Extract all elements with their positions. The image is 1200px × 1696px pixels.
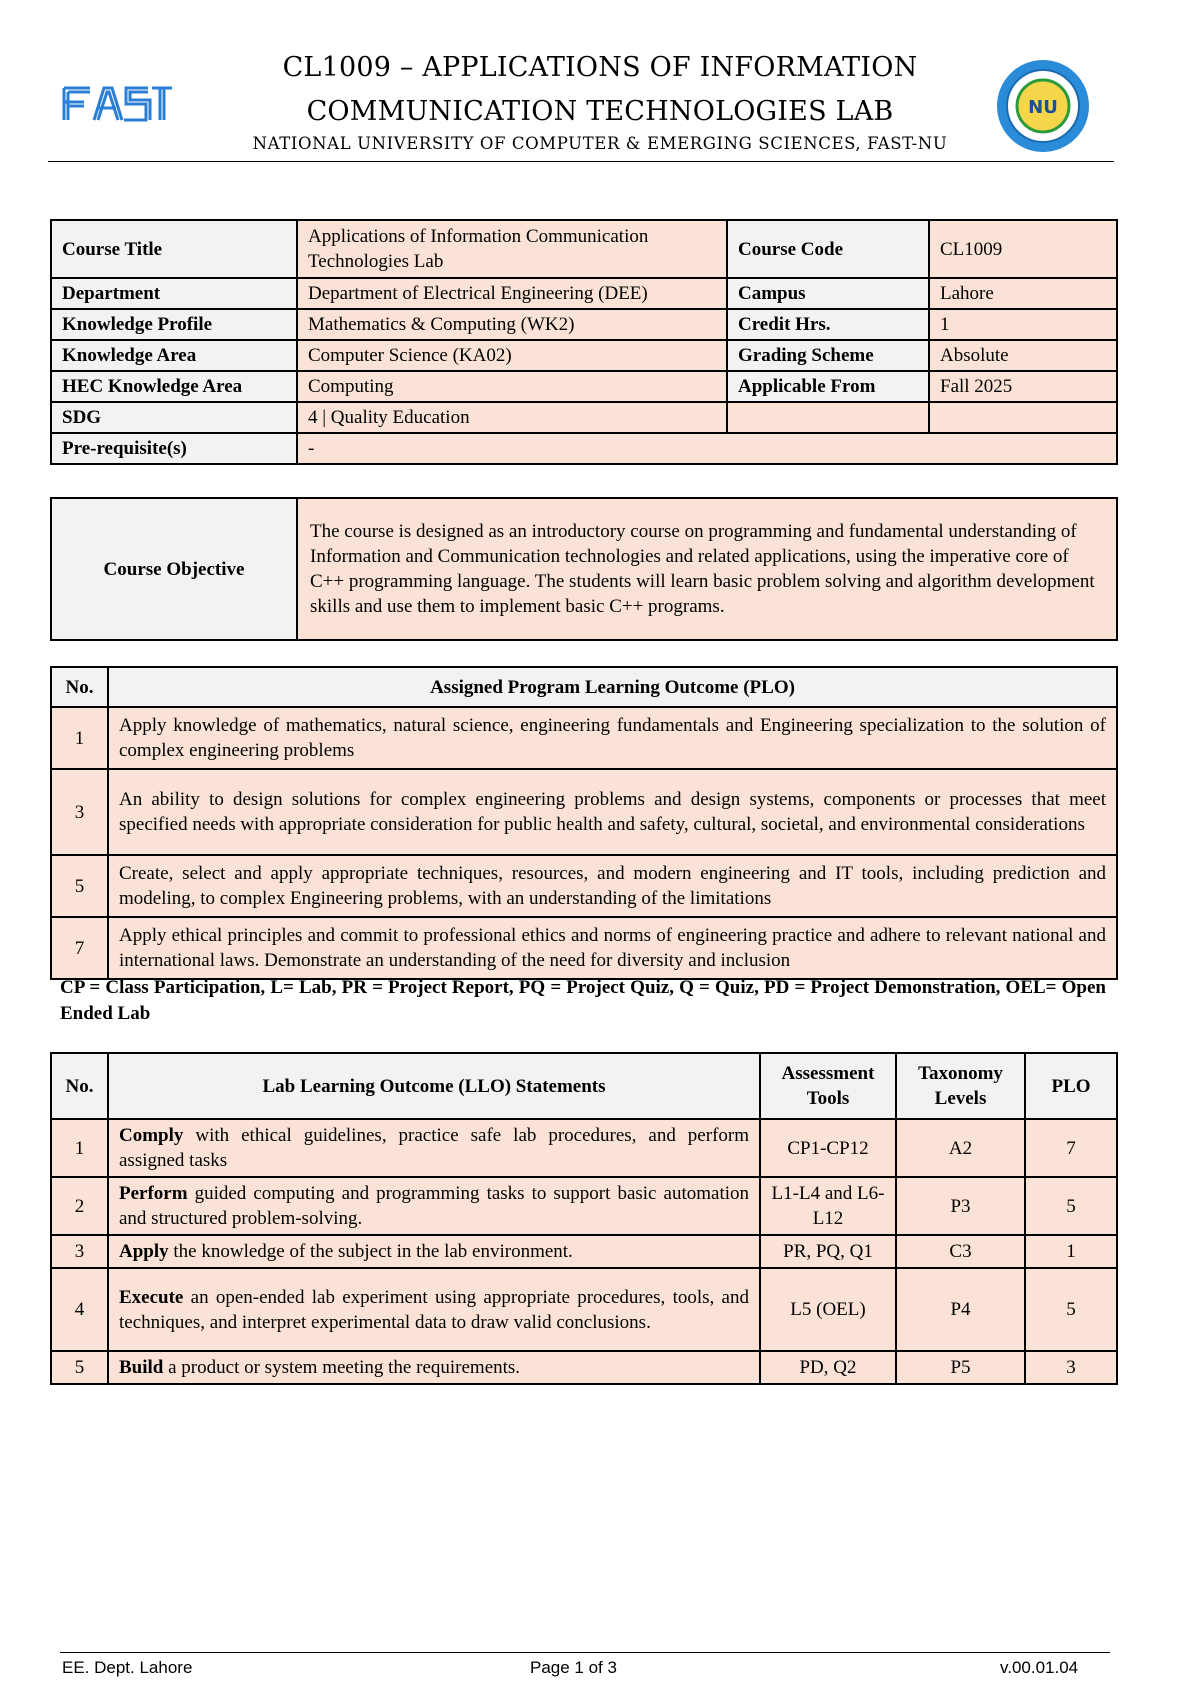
llo-col-tools: Assessment Tools (760, 1053, 896, 1119)
table-row (51, 1177, 1117, 1235)
university-seal-icon (995, 58, 1091, 154)
llo-number: 2 (51, 1177, 108, 1235)
course-objective-label: Course Objective (51, 498, 297, 640)
llo-statement (108, 1351, 760, 1384)
campus-value: Lahore (929, 278, 1117, 309)
llo-taxonomy: C3 (896, 1235, 1025, 1268)
empty-cell (929, 402, 1117, 433)
llo-statement (108, 1177, 760, 1235)
llo-col-taxonomy: Taxonomy Levels (896, 1053, 1025, 1119)
plo-text: An ability to design solutions for complex engineering problems and design systems, components or processes that meet specified needs with appropriate consideration for public health and safety, cultural, societal, and environmental considerations (108, 769, 1117, 855)
header-divider (48, 161, 1114, 162)
table-row (51, 917, 1117, 979)
llo-taxonomy: P4 (896, 1268, 1025, 1351)
plo-table (50, 666, 1118, 980)
llo-tools: CP1-CP12 (760, 1119, 896, 1177)
knowledge-area-value: Computer Science (KA02) (297, 340, 727, 371)
llo-number: 4 (51, 1268, 108, 1351)
plo-col-no: No. (51, 667, 108, 707)
table-row (51, 278, 1117, 309)
table-row (51, 433, 1117, 464)
llo-statement (108, 1119, 760, 1177)
llo-statement-text: a product or system meeting the requirements. (163, 1357, 521, 1378)
llo-verb: Apply (119, 1241, 169, 1262)
applicable-from-label: Applicable From (727, 371, 929, 402)
course-title-value: Applications of Information Communication Technologies Lab (297, 220, 727, 278)
plo-number: 1 (51, 707, 108, 769)
llo-plo: 3 (1025, 1351, 1117, 1384)
course-code-value: CL1009 (929, 220, 1117, 278)
table-row (51, 1119, 1117, 1177)
department-label: Department (51, 278, 297, 309)
svg-text:NU: NU (1028, 97, 1058, 118)
fast-logo (60, 84, 172, 124)
llo-number: 1 (51, 1119, 108, 1177)
department-value: Department of Electrical Engineering (DEE) (297, 278, 727, 309)
course-objective-text: The course is designed as an introductory course on programming and fundamental understanding of Information and Communication technologies and related applications, using the imperative core of C++ programming language. The students will learn basic problem solving and algorithm development skills and use them to implement basic C++ programs. (297, 498, 1117, 640)
plo-number: 5 (51, 855, 108, 917)
title-line-1: CL1009 – APPLICATIONS OF INFORMATION (282, 52, 918, 83)
knowledge-area-label: Knowledge Area (51, 340, 297, 371)
empty-cell (727, 402, 929, 433)
course-info-table (50, 219, 1118, 465)
footer-page-number: Page 1 of 3 (530, 1658, 617, 1677)
llo-plo: 7 (1025, 1119, 1117, 1177)
footer-divider (60, 1652, 1110, 1653)
llo-number: 3 (51, 1235, 108, 1268)
table-row (51, 1235, 1117, 1268)
prerequisite-value: - (297, 433, 1117, 464)
table-header-row (51, 667, 1117, 707)
llo-col-plo: PLO (1025, 1053, 1117, 1119)
hec-knowledge-area-label: HEC Knowledge Area (51, 371, 297, 402)
llo-plo: 5 (1025, 1268, 1117, 1351)
footer-version: v.00.01.04 (1000, 1658, 1079, 1677)
llo-taxonomy: A2 (896, 1119, 1025, 1177)
llo-statement-text: an open-ended lab experiment using appropriate procedures, tools, and techniques, and interpret experimental data to draw valid conclusions. (119, 1286, 749, 1333)
llo-tools: L5 (OEL) (760, 1268, 896, 1351)
table-row (51, 769, 1117, 855)
knowledge-profile-value: Mathematics & Computing (WK2) (297, 309, 727, 340)
hec-knowledge-area-value: Computing (297, 371, 727, 402)
table-row (51, 1268, 1117, 1351)
llo-col-statement: Lab Learning Outcome (LLO) Statements (108, 1053, 760, 1119)
llo-statement (108, 1268, 760, 1351)
llo-statement (108, 1235, 760, 1268)
llo-verb: Perform (119, 1183, 188, 1204)
llo-plo: 1 (1025, 1235, 1117, 1268)
table-row (51, 1351, 1117, 1384)
llo-verb: Execute (119, 1286, 184, 1308)
applicable-from-value: Fall 2025 (929, 371, 1117, 402)
course-title-label: Course Title (51, 220, 297, 278)
llo-statement-text: with ethical guidelines, practice safe lab procedures, and perform assigned tasks (119, 1125, 749, 1171)
llo-tools: L1-L4 and L6-L12 (760, 1177, 896, 1235)
campus-label: Campus (727, 278, 929, 309)
course-objective-table (50, 497, 1118, 641)
footer-department: EE. Dept. Lahore (62, 1658, 193, 1677)
llo-tools: PR, PQ, Q1 (760, 1235, 896, 1268)
llo-taxonomy: P5 (896, 1351, 1025, 1384)
plo-text: Apply knowledge of mathematics, natural science, engineering fundamentals and Engineering specialization to the solution of complex engineering problems (108, 707, 1117, 769)
document-title (180, 46, 1020, 134)
course-code-label: Course Code (727, 220, 929, 278)
university-name: NATIONAL UNIVERSITY OF COMPUTER & EMERGING SCIENCES, FAST-NU (252, 134, 948, 153)
llo-verb: Comply (119, 1125, 184, 1146)
plo-number: 3 (51, 769, 108, 855)
table-header-row (51, 1053, 1117, 1119)
llo-col-no: No. (51, 1053, 108, 1119)
plo-number: 7 (51, 917, 108, 979)
credit-hours-label: Credit Hrs. (727, 309, 929, 340)
grading-scheme-value: Absolute (929, 340, 1117, 371)
table-row (51, 340, 1117, 371)
table-row (51, 498, 1117, 640)
table-row (51, 855, 1117, 917)
sdg-label: SDG (51, 402, 297, 433)
table-row (51, 371, 1117, 402)
llo-taxonomy: P3 (896, 1177, 1025, 1235)
prerequisite-label: Pre-requisite(s) (51, 433, 297, 464)
grading-scheme-label: Grading Scheme (727, 340, 929, 371)
table-row (51, 309, 1117, 340)
table-row (51, 220, 1117, 278)
assessment-legend: CP = Class Participation, L= Lab, PR = Project Report, PQ = Project Quiz, Q = Quiz, PD = Project Demonstration, OEL= Open Ended Lab (60, 977, 1106, 1024)
sdg-value: 4 | Quality Education (297, 402, 727, 433)
llo-statement-text: the knowledge of the subject in the lab environment. (168, 1241, 573, 1262)
llo-tools: PD, Q2 (760, 1351, 896, 1384)
knowledge-profile-label: Knowledge Profile (51, 309, 297, 340)
title-line-2: COMMUNICATION TECHNOLOGIES LAB (306, 96, 894, 127)
plo-text: Create, select and apply appropriate techniques, resources, and modern engineering and IT tools, including prediction and modeling, to complex Engineering problems, with an understanding of the limitations (108, 855, 1117, 917)
table-row (51, 402, 1117, 433)
table-row (51, 707, 1117, 769)
plo-text: Apply ethical principles and commit to professional ethics and norms of engineering practice and adhere to relevant national and international laws. Demonstrate an understanding of the need for diversity and inclusion (108, 917, 1117, 979)
llo-verb: Build (119, 1357, 164, 1378)
llo-number: 5 (51, 1351, 108, 1384)
plo-col-outcome: Assigned Program Learning Outcome (PLO) (108, 667, 1117, 707)
credit-hours-value: 1 (929, 309, 1117, 340)
llo-table (50, 1052, 1118, 1385)
llo-plo: 5 (1025, 1177, 1117, 1235)
llo-statement-text: guided computing and programming tasks to support basic automation and structured problem-solving. (119, 1183, 749, 1229)
